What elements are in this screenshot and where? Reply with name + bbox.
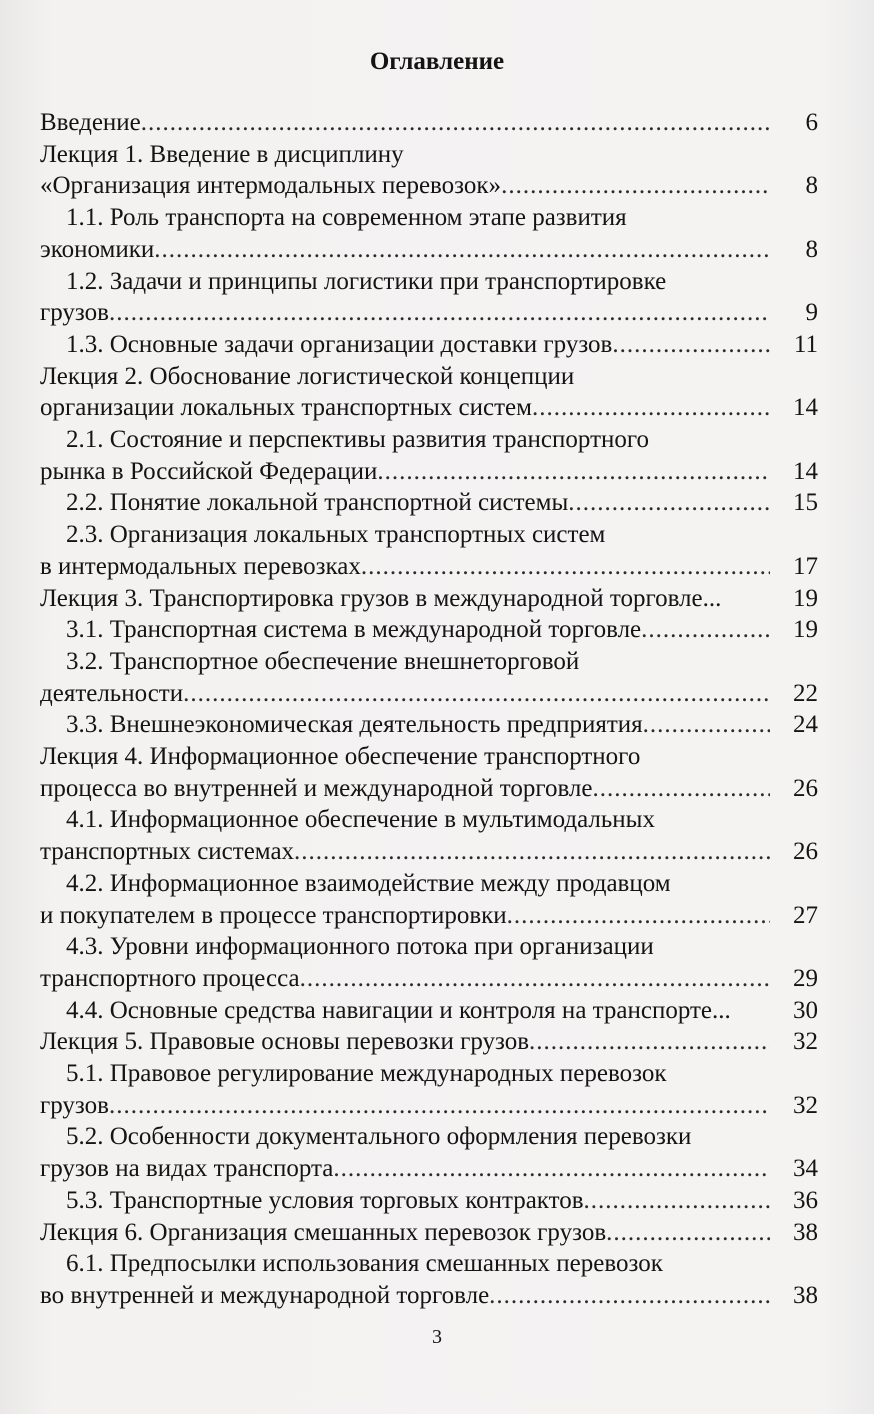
- toc-entry-text: 5.2. Особенности документального оформления перевозки: [66, 1123, 692, 1151]
- toc-entry-text: грузов: [40, 299, 109, 327]
- toc-entry-page: 11: [793, 330, 818, 358]
- toc-entry-text: рынка в Российской Федерации: [40, 457, 378, 485]
- toc-entry-text: 1.3. Основные задачи организации доставки грузов: [66, 330, 613, 358]
- toc-entry-text: Введение: [40, 109, 141, 136]
- toc-entry-text: во внутренней и международной торговле: [40, 1281, 490, 1309]
- dot-leader: [501, 169, 770, 203]
- toc-entry-line: [66, 518, 605, 552]
- toc-entry-line: [40, 677, 770, 711]
- toc-entry-line: [66, 994, 770, 1028]
- dot-leader: [141, 106, 770, 140]
- toc-entry-page: 9: [805, 299, 818, 327]
- toc-entry-line: [40, 106, 770, 140]
- toc-entry-text: процесса во внутренней и международной торговле: [40, 774, 593, 802]
- toc-entry-text: 3.2. Транспортное обеспечение внешнеторговой: [66, 647, 580, 675]
- toc-entry-text: транспортного процесса: [40, 964, 300, 992]
- toc-entry-line: [66, 1120, 691, 1154]
- toc-entry-page: 14: [793, 457, 818, 485]
- toc-entry-line: [66, 486, 770, 520]
- toc-entry-page: 22: [793, 679, 818, 707]
- toc-entry-page: 32: [793, 1028, 818, 1056]
- dot-leader: [109, 296, 770, 330]
- dot-leader: [593, 772, 771, 806]
- toc-entry-page: 26: [793, 774, 818, 802]
- toc-entry-text: экономики: [40, 235, 155, 263]
- toc-entry-line: [66, 803, 655, 837]
- toc-entry-page: 19: [793, 584, 818, 612]
- dot-leader: [109, 1089, 770, 1123]
- toc-entry-text: 5.1. Правовое регулирование международных перевозок: [66, 1060, 667, 1087]
- toc-entry-text: Лекция 5. Правовые основы перевозки грузов: [40, 1028, 530, 1056]
- toc-entry-text: деятельности: [40, 679, 184, 707]
- toc-entry-text: организации локальных транспортных систем: [40, 394, 532, 422]
- toc-entry-line: [40, 582, 770, 616]
- dot-leader: [532, 391, 770, 425]
- toc-entry-page: 38: [793, 1281, 818, 1309]
- toc-entry-text: грузов на видах транспорта: [40, 1155, 334, 1183]
- toc-entry-line: [40, 455, 770, 489]
- dot-leader: [154, 233, 770, 267]
- toc-entry-page: 27: [793, 901, 818, 929]
- toc-entry-page: 19: [793, 616, 818, 644]
- toc-entry-line: [40, 772, 770, 806]
- toc-entry-line: [66, 645, 579, 679]
- dot-leader: [641, 613, 770, 647]
- dot-leader: [489, 1279, 770, 1313]
- toc-entry-line: [40, 962, 770, 996]
- toc-entry-text: 5.3. Транспортные условия торговых контрактов: [66, 1186, 584, 1214]
- toc-entry-line: [40, 835, 770, 869]
- toc-entry-page: 24: [793, 711, 818, 739]
- toc-entry-text: 2.2. Понятие локальной транспортной системы: [66, 489, 569, 517]
- toc-entry-text: транспортных системах: [40, 838, 295, 866]
- toc-entry-line: [66, 1247, 663, 1281]
- toc-entry-page: 38: [793, 1218, 818, 1246]
- toc-entry-text: в интермодальных перевозках: [40, 552, 361, 580]
- dot-leader: [361, 550, 770, 584]
- toc-entry-line: [66, 201, 627, 235]
- dot-leader: [612, 328, 770, 362]
- toc-entry-line: [40, 1025, 770, 1059]
- toc-entry-page: 6: [805, 109, 818, 136]
- toc-entry-page: 26: [793, 838, 818, 866]
- toc-entry-text: Лекция 1. Введение в дисциплину: [40, 140, 404, 168]
- toc-entry-line: [66, 613, 770, 647]
- dot-leader: [294, 835, 770, 869]
- toc-entry-text: 1.2. Задачи и принципы логистики при транспортировке: [66, 267, 667, 295]
- toc-entry-text: и покупателем в процессе транспортировки: [40, 901, 507, 929]
- toc-entry-line: [66, 867, 671, 901]
- toc-entry-page: 29: [793, 964, 818, 992]
- toc-entry-line: [40, 296, 770, 330]
- toc-entry-line: [40, 1279, 770, 1313]
- toc-entry-page: 15: [793, 489, 818, 517]
- toc-entry-line: [40, 233, 770, 267]
- toc-entry-page: 36: [793, 1186, 818, 1214]
- toc-entry-text: Лекция 4. Информационное обеспечение транспортного: [40, 743, 641, 770]
- toc-entry-line: [66, 1057, 667, 1091]
- toc-entry-page: 34: [793, 1155, 818, 1183]
- toc-entry-text: 4.1. Информационное обеспечение в мультимодальных: [66, 806, 655, 834]
- toc-entry-text: Лекция 6. Организация смешанных перевозок грузов: [40, 1218, 607, 1246]
- toc-entry-line: [40, 899, 770, 933]
- dot-leader: [183, 677, 770, 711]
- toc-entry-text: 4.3. Уровни информационного потока при организации: [66, 933, 654, 961]
- toc-entry-line: [40, 391, 770, 425]
- dot-leader: [568, 486, 770, 520]
- toc-entry-line: [66, 328, 770, 362]
- dot-leader: [333, 1152, 770, 1186]
- dot-leader: [606, 1216, 770, 1250]
- toc-entry-line: [40, 169, 770, 203]
- toc-entry-line: [40, 1089, 770, 1123]
- toc-entry-line: [40, 740, 640, 774]
- dot-leader: [300, 962, 770, 996]
- toc-entry-text: 4.4. Основные средства навигации и контроля на транспорте...: [66, 996, 731, 1024]
- toc-title: Оглавление: [369, 48, 505, 75]
- toc-entry-text: 3.3. Внешнеэкономическая деятельность предприятия: [66, 711, 643, 739]
- toc-entry-line: [40, 360, 574, 394]
- toc-entry-line: [40, 1152, 770, 1186]
- toc-entry-page: 30: [793, 996, 818, 1024]
- toc-entry-text: 6.1. Предпосылки использования смешанных перевозок: [66, 1250, 663, 1278]
- toc-entry-line: [66, 1184, 770, 1218]
- toc-entry-text: грузов: [40, 1091, 109, 1119]
- toc-entry-text: 2.1. Состояние и перспективы развития транспортного: [66, 426, 650, 453]
- toc-entry-text: «Организация интермодальных перевозок»: [40, 172, 502, 200]
- toc-entry-line: [66, 265, 666, 299]
- toc-entry-text: 2.3. Организация локальных транспортных систем: [66, 521, 606, 549]
- toc-entry-text: Лекция 3. Транспортировка грузов в международной торговле...: [40, 584, 722, 612]
- toc-entry-line: [40, 138, 404, 172]
- toc-entry-line: [40, 550, 770, 584]
- toc-entry-line: [66, 930, 654, 964]
- toc-entry-text: 1.1. Роль транспорта на современном этапе развития: [66, 204, 627, 232]
- dot-leader: [584, 1184, 770, 1218]
- toc-entry-line: [66, 423, 649, 457]
- page-number: 3: [432, 1326, 442, 1348]
- toc-entry-page: 14: [793, 394, 818, 422]
- toc-entry-page: 8: [805, 172, 818, 200]
- dot-leader: [529, 1025, 770, 1059]
- toc-entry-page: 8: [805, 235, 818, 263]
- toc-entry-page: 32: [793, 1091, 818, 1119]
- toc-entry-page: 17: [793, 552, 818, 580]
- dot-leader: [643, 708, 770, 742]
- toc-entry-text: Лекция 2. Обоснование логистической концепции: [40, 362, 575, 390]
- dot-leader: [377, 455, 770, 489]
- toc-entry-text: 4.2. Информационное взаимодействие между продавцом: [66, 869, 671, 897]
- toc-entry-line: [66, 708, 770, 742]
- dot-leader: [507, 899, 770, 933]
- toc-entry-line: [40, 1216, 770, 1250]
- toc-entry-text: 3.1. Транспортная система в международной торговле: [66, 616, 642, 644]
